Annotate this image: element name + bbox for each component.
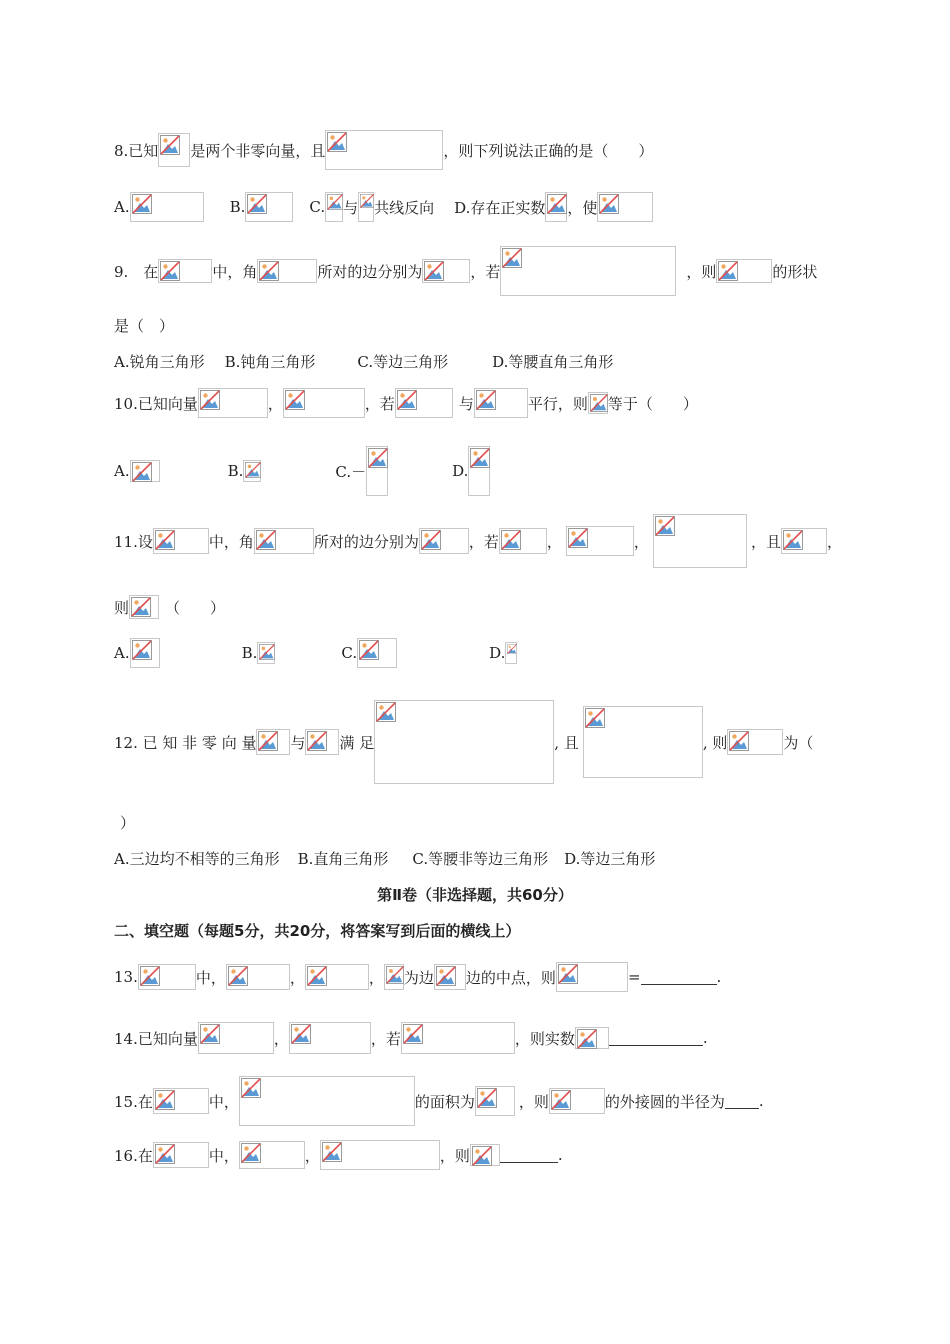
text: 是两个非零向量，且 [190,141,326,160]
option-d: D. [489,644,506,662]
option-a: A. [114,462,130,480]
formula-image-icon [500,246,676,296]
text: 中，角 [208,532,254,551]
option-d: D.等腰直角三角形 [492,353,614,371]
formula-image-icon [153,1142,209,1168]
section2-title: 二、填空题（每题5分，共20分，将答案写到后面的横线上） [114,922,521,940]
formula-image-icon [254,528,314,554]
option-c: C. [341,644,358,662]
q8-options [114,192,653,222]
formula-image-icon [198,1022,274,1054]
text: 边的中点，则 [465,968,556,987]
text: ，则 [686,262,717,281]
q14-stem [114,1022,708,1054]
text: . [702,1029,708,1047]
formula-image-icon [781,528,827,554]
formula-image-icon [257,259,317,283]
formula-image-icon [475,1086,515,1116]
text: , 且 [554,733,579,752]
option-a: A. [114,198,130,216]
text: . [716,968,722,986]
text: 中， [208,1146,239,1165]
formula-image-icon [320,1140,440,1170]
text: 满 足 [339,733,375,752]
option-a: A. [114,644,130,662]
text: . [557,1146,563,1164]
text: ， [633,532,649,551]
q15-stem [114,1076,764,1126]
text: 为边 [403,968,434,987]
answer-blank[interactable] [609,1031,703,1046]
option-b: B. [241,644,258,662]
text: 所对的边分别为 [313,532,419,551]
formula-image-icon [325,192,343,222]
formula-image-icon [470,1144,500,1166]
q16-stem [114,1140,563,1170]
text: 与 [458,394,474,413]
formula-image-icon [575,1027,609,1049]
text: ， [273,1029,289,1048]
text: 的外接圆的半径为 [604,1092,725,1111]
text: . [758,1092,764,1110]
option-c: C.等腰非等边三角形 [412,850,549,868]
text: ， [826,532,842,551]
text: 15.在 [114,1092,153,1111]
formula-image-icon [305,729,339,755]
option-c: C.等边三角形 [357,353,449,371]
text: 等于（ ） [607,394,698,413]
option-b: B. [229,198,246,216]
text: ，且 [750,532,781,551]
text: 13. [114,968,138,986]
text: ， [267,394,283,413]
option-b: B.钝角三角形 [224,353,316,371]
text: 的面积为 [414,1092,475,1111]
formula-image-icon [566,526,634,556]
formula-image-icon [653,514,747,568]
option-a: A.锐角三角形 [114,353,205,371]
answer-blank[interactable] [725,1094,759,1109]
text: 为（ [783,733,814,752]
text: ，则实数 [514,1029,575,1048]
text: ，则 [439,1146,470,1165]
formula-image-icon [130,192,204,222]
formula-image-icon [545,192,567,222]
q11-stem-cont [114,595,225,619]
formula-image-icon [422,259,470,283]
formula-image-icon [549,1088,605,1114]
text: 平行，则 [527,394,588,413]
formula-image-icon [226,964,290,990]
formula-image-icon [556,962,628,992]
text: 中，角 [212,262,258,281]
text: 中， [195,968,226,987]
formula-image-icon [138,964,196,990]
answer-blank[interactable] [641,970,717,985]
text: 所对的边分别为 [317,262,423,281]
option-b: B.直角三角形 [297,850,389,868]
text: = [627,968,641,986]
formula-image-icon [198,388,268,418]
formula-image-icon [434,964,466,990]
text: （ ） [165,598,226,617]
formula-image-icon [716,259,772,283]
text: ，则下列说法正确的是（ ） [443,141,654,160]
option-b: B. [227,462,244,480]
text: ，则 [518,1092,549,1111]
option-c: C. [309,198,326,216]
formula-image-icon [583,706,703,778]
text: 12. 已 知 非 零 向 量 [114,733,257,752]
formula-image-icon [153,1088,209,1114]
text: ，若 [470,262,501,281]
q11-options [114,638,517,668]
text: ， [546,532,562,551]
text: 10.已知向量 [114,394,198,413]
formula-image-icon [153,528,209,554]
formula-image-icon [129,595,159,619]
text: 9. 在 [114,262,159,281]
formula-image-icon [289,1022,371,1054]
formula-image-icon [257,642,275,664]
text: 16.在 [114,1146,153,1165]
formula-image-icon [374,700,554,784]
formula-image-icon [384,964,404,990]
text: 与 [290,733,306,752]
q13-stem [114,962,721,992]
formula-image-icon [358,192,374,222]
q9-options [114,351,613,372]
q9-stem-cont [114,315,174,336]
q12-options [114,848,655,869]
text: 8.已知 [114,141,159,160]
option-c: C.－ [335,462,367,481]
text: 是（ ） [114,317,175,335]
formula-image-icon [597,192,653,222]
formula-image-icon [325,130,443,170]
q10-options [114,446,490,496]
formula-image-icon [283,388,365,418]
text: 中， [208,1092,239,1111]
text: ， [368,968,384,987]
text: 的形状 [772,262,818,281]
q11-stem [114,514,842,568]
q10-stem [114,388,698,418]
text: 共线反向 [374,198,435,217]
formula-image-icon [727,729,783,755]
option-a: A.三边均不相等的三角形 [114,850,280,868]
formula-image-icon [474,388,528,418]
formula-image-icon [401,1022,515,1054]
text: ， [304,1146,320,1165]
option-d: D. [452,462,469,480]
option-d: D.存在正实数 [454,198,546,217]
formula-image-icon [505,642,517,664]
q9-stem [114,246,817,296]
formula-image-icon [305,964,369,990]
answer-blank[interactable] [500,1148,558,1163]
part2-title: 第Ⅱ卷（非选择题，共60分） [377,886,573,904]
text: ） [120,814,136,832]
text: 14.已知向量 [114,1029,198,1048]
q8-stem [114,130,653,170]
formula-image-icon [357,638,397,668]
text: ，使 [567,198,598,217]
text: ，若 [370,1029,401,1048]
formula-image-icon [245,192,293,222]
option-d: D.等边三角形 [564,850,656,868]
text: ，若 [364,394,395,413]
formula-image-icon [256,729,290,755]
text: ，若 [468,532,499,551]
formula-image-icon [243,460,261,482]
formula-image-icon [395,388,453,418]
formula-image-icon [419,528,469,554]
formula-image-icon [130,460,160,482]
text: ， [289,968,305,987]
formula-image-icon [158,133,190,167]
q12-stem-cont [120,812,135,833]
formula-image-icon [468,446,490,496]
q12-stem [114,700,813,784]
formula-image-icon [130,638,160,668]
formula-image-icon [499,528,547,554]
text: 则 [114,598,130,617]
text: 11.设 [114,532,153,551]
text: , 则 [702,733,728,752]
text: 与 [343,198,359,217]
formula-image-icon [158,259,212,283]
formula-image-icon [366,446,388,496]
formula-image-icon [239,1141,305,1169]
formula-image-icon [239,1076,415,1126]
formula-image-icon [588,392,608,414]
